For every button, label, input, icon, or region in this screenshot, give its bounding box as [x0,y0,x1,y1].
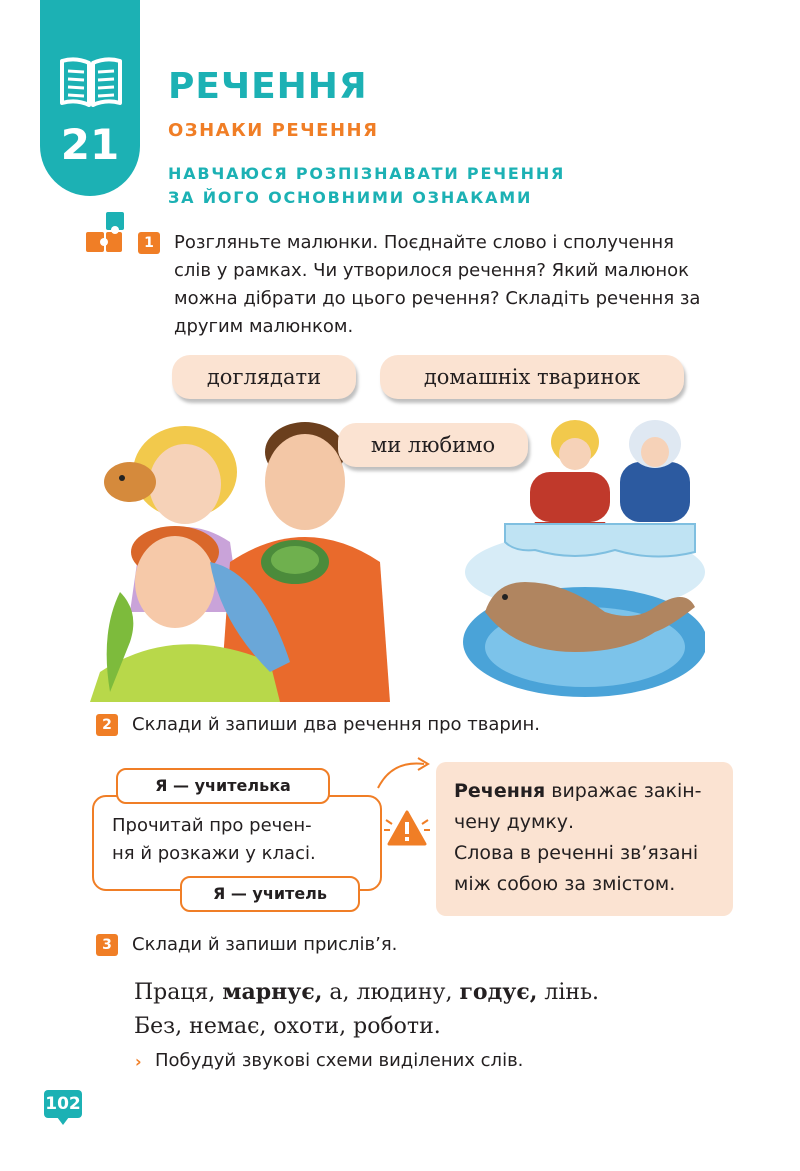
arrow-icon [374,752,434,792]
teacher-label-female: Я — учителька [116,768,330,804]
goal-line-2: ЗА ЙОГО ОСНОВНИМИ ОЗНАКАМИ [168,188,533,207]
rule-line: між собою за змістом. [454,873,676,895]
rule-line: Слова в реченні зв’язані [454,842,699,864]
task-1-line: слів у рамках. Чи утворилося речення? Який малюнок [174,260,690,281]
task-1-text [174,229,744,341]
teacher-label-male: Я — учитель [180,876,360,912]
puzzle-icon [84,210,128,256]
task-2-number: 2 [96,714,118,736]
word-box-dohliadaty: доглядати [172,355,356,399]
rule-term: Речення [454,780,546,802]
task-1-line: можна дібрати до цього речення? Складіть речення за [174,288,701,309]
highlighted-word: марнує, [222,979,323,1005]
task-3-hint: Побудуй звукові схеми виділених слів. [155,1050,524,1071]
rule-line: чену думку. [454,811,575,833]
task-1-line: Розгляньте малюнки. Поєднайте слово і сполучення [174,232,674,253]
task-1-number: 1 [138,232,160,254]
lesson-number: 21 [60,120,120,169]
rule-line-1-rest: виражає закін- [545,780,702,802]
goal-line-1: НАВЧАЮСЯ РОЗПІЗНАВАТИ РЕЧЕННЯ [168,164,566,183]
word-box-domashnikh-tvarynok: домашніх тваринок [380,355,684,399]
lesson-goal [168,162,565,210]
task-3-number: 3 [96,934,118,956]
page-number: 102 [44,1090,82,1118]
book-icon [58,55,124,111]
proverb-2: Без, немає, охоти, роботи. [134,1014,441,1039]
task-1-line: другим малюнком. [174,316,354,337]
proverb-1: Праця, марнує, а, людину, годує, лінь. [134,979,600,1005]
page-subtitle: ОЗНАКИ РЕЧЕННЯ [168,120,379,141]
teacher-instruction-line: Прочитай про речен- [112,815,312,836]
highlighted-word: годує, [459,979,538,1005]
teacher-instruction [112,812,362,868]
teacher-instruction-line: ня й розкажи у класі. [112,843,316,864]
task-3-text: Склади й запиши прислів’я. [132,934,398,955]
proverbs [134,975,599,1044]
hint-chevron-icon: › [135,1052,142,1071]
rule-text [454,776,729,900]
word-box-my-liubymo: ми любимо [338,423,528,467]
task-2-text: Склади й запиши два речення про тварин. [132,714,540,735]
page-number-pointer [57,1117,69,1125]
warning-icon [384,806,430,850]
page-title: РЕЧЕННЯ [168,66,368,107]
